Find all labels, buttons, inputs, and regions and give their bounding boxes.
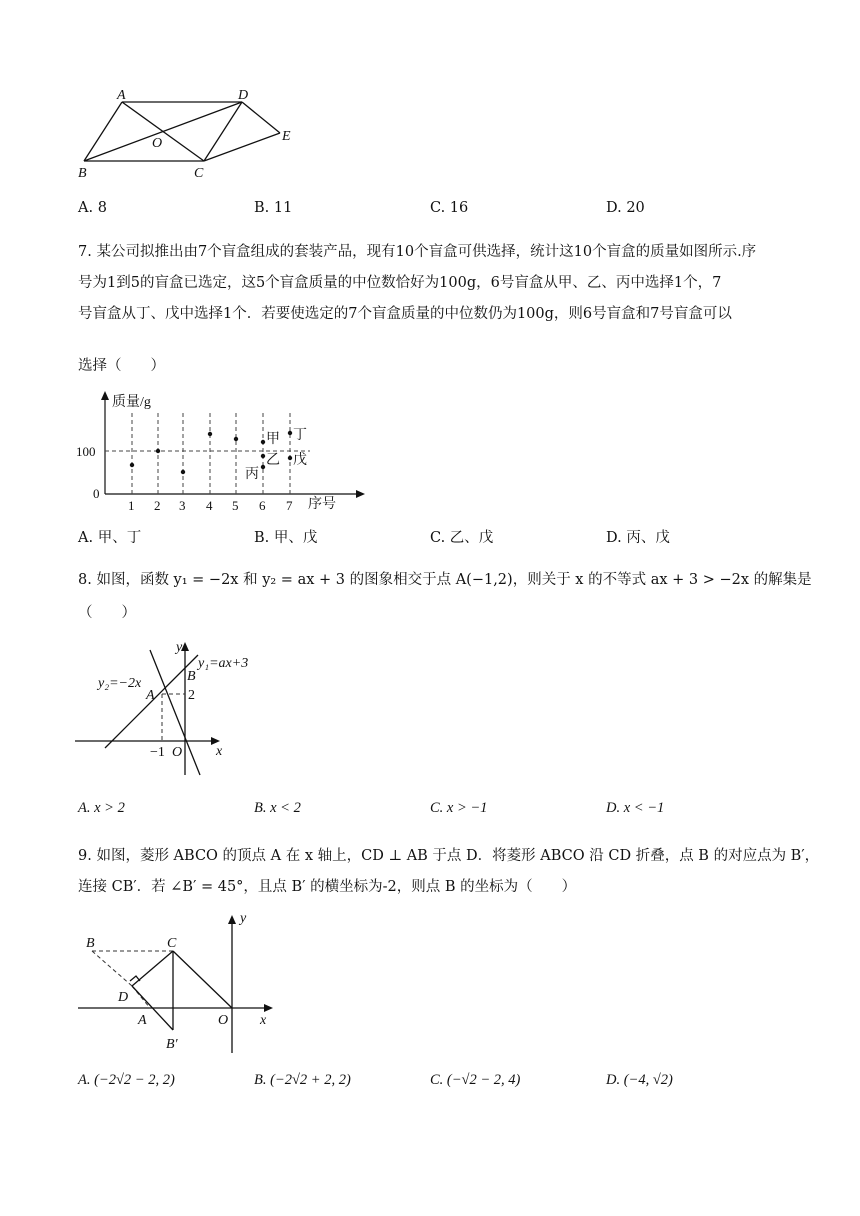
label-x-axis: x (260, 1013, 267, 1028)
label-A: A (117, 88, 126, 103)
label-y2: y₂=−2x (98, 676, 142, 691)
q8-figure (70, 635, 320, 785)
q7-line-3: 号盲盒从丁、戊中选择1个．若要使选定的7个盲盒质量的中位数仍为100g，则6号盲盒和7号盲盒可以 (78, 306, 732, 322)
chart-xtick-4: 4 (206, 498, 213, 513)
label-ding: 丁 (293, 428, 307, 443)
chart-xlabel: 序号 (308, 497, 336, 512)
q8-option-d[interactable]: D. x < −1 (606, 800, 665, 816)
q7-option-b[interactable]: B. 甲、戊 (254, 530, 318, 546)
label-A: A (146, 688, 155, 703)
label-yi: 乙 (266, 453, 280, 468)
label-D: D (118, 990, 129, 1005)
label-O: O (172, 745, 183, 760)
q6-figure (70, 85, 320, 185)
q7-line-1: 7. 某公司拟推出由7个盲盒组成的套装产品，现有10个盲盒可供选择，统计这10个盲盒的质量如图所示.序 (78, 244, 757, 260)
q8-line-1: 8. 如图，函数 y₁ = −2x 和 y₂ = ax + 3 的图象相交于点 A(−1,2)，则关于 x 的不等式 ax + 3 > −2x 的解集是 (78, 572, 812, 588)
chart-origin: 0 (93, 486, 100, 501)
label-jia: 甲 (266, 432, 280, 447)
q7-line-2: 号为1到5的盲盒已选定，这5个盲盒质量的中位数恰好为100g，6号盲盒从甲、乙、丙中选择1个，7 (78, 275, 722, 291)
q7-line-4: 选择（ ） (78, 358, 165, 374)
label-y-axis: y (240, 911, 247, 926)
q6-option-c[interactable]: C. 16 (430, 200, 469, 216)
q6-option-b[interactable]: B. 11 (254, 200, 293, 216)
label-E: E (282, 129, 291, 144)
q9-option-c[interactable]: C. (−√2 − 2, 4) (430, 1072, 521, 1088)
q8-line-2: （ ） (78, 605, 136, 621)
label-C: C (194, 166, 204, 181)
label-B-prime: B′ (166, 1037, 178, 1052)
chart-xtick-1: 1 (128, 498, 135, 513)
label-A: A (138, 1013, 147, 1028)
label-y-axis: y (176, 640, 183, 655)
q8-option-b[interactable]: B. x < 2 (254, 800, 301, 816)
chart-xtick-7: 7 (286, 498, 293, 513)
label-wu: 戊 (293, 453, 307, 468)
q9-line-1: 9. 如图，菱形 ABCO 的顶点 A 在 x 轴上，CD ⊥ AB 于点 D．将菱形 ABCO 沿 CD 折叠，点 B 的对应点为 B′， (78, 848, 820, 864)
chart-xtick-3: 3 (179, 498, 186, 513)
q9-figure (70, 908, 290, 1058)
q6-option-d[interactable]: D. 20 (606, 200, 645, 216)
q6-option-a[interactable]: A. 8 (78, 200, 107, 216)
label-2: 2 (188, 688, 195, 703)
q9-option-b[interactable]: B. (−2√2 + 2, 2) (254, 1072, 351, 1088)
q8-option-a[interactable]: A. x > 2 (78, 800, 125, 816)
label-B: B (86, 936, 95, 951)
q7-option-a[interactable]: A. 甲、丁 (78, 530, 142, 546)
chart-ylabel: 质量/g (112, 395, 151, 410)
label-B: B (78, 166, 87, 181)
chart-ytick-100: 100 (76, 444, 96, 459)
label-C: C (167, 936, 177, 951)
q7-option-d[interactable]: D. 丙、戊 (606, 530, 670, 546)
q9-option-a[interactable]: A. (−2√2 − 2, 2) (78, 1072, 175, 1088)
q9-option-d[interactable]: D. (−4, √2) (606, 1072, 673, 1088)
label-neg1: −1 (150, 745, 165, 760)
label-D: D (238, 88, 249, 103)
chart-xtick-2: 2 (154, 498, 161, 513)
label-O: O (152, 136, 163, 151)
label-O: O (218, 1013, 229, 1028)
label-bing: 丙 (245, 467, 259, 482)
q8-option-c[interactable]: C. x > −1 (430, 800, 488, 816)
label-B: B (187, 669, 196, 684)
chart-xtick-6: 6 (259, 498, 266, 513)
q9-line-2: 连接 CB′．若 ∠B′ = 45°，且点 B′ 的横坐标为-2，则点 B 的坐标为（ ） (78, 879, 577, 895)
label-y1: y₁=ax+3 (198, 656, 249, 671)
chart-xtick-5: 5 (232, 498, 239, 513)
q7-chart (70, 388, 370, 518)
q7-option-c[interactable]: C. 乙、戊 (430, 530, 494, 546)
label-x-axis: x (216, 744, 223, 759)
